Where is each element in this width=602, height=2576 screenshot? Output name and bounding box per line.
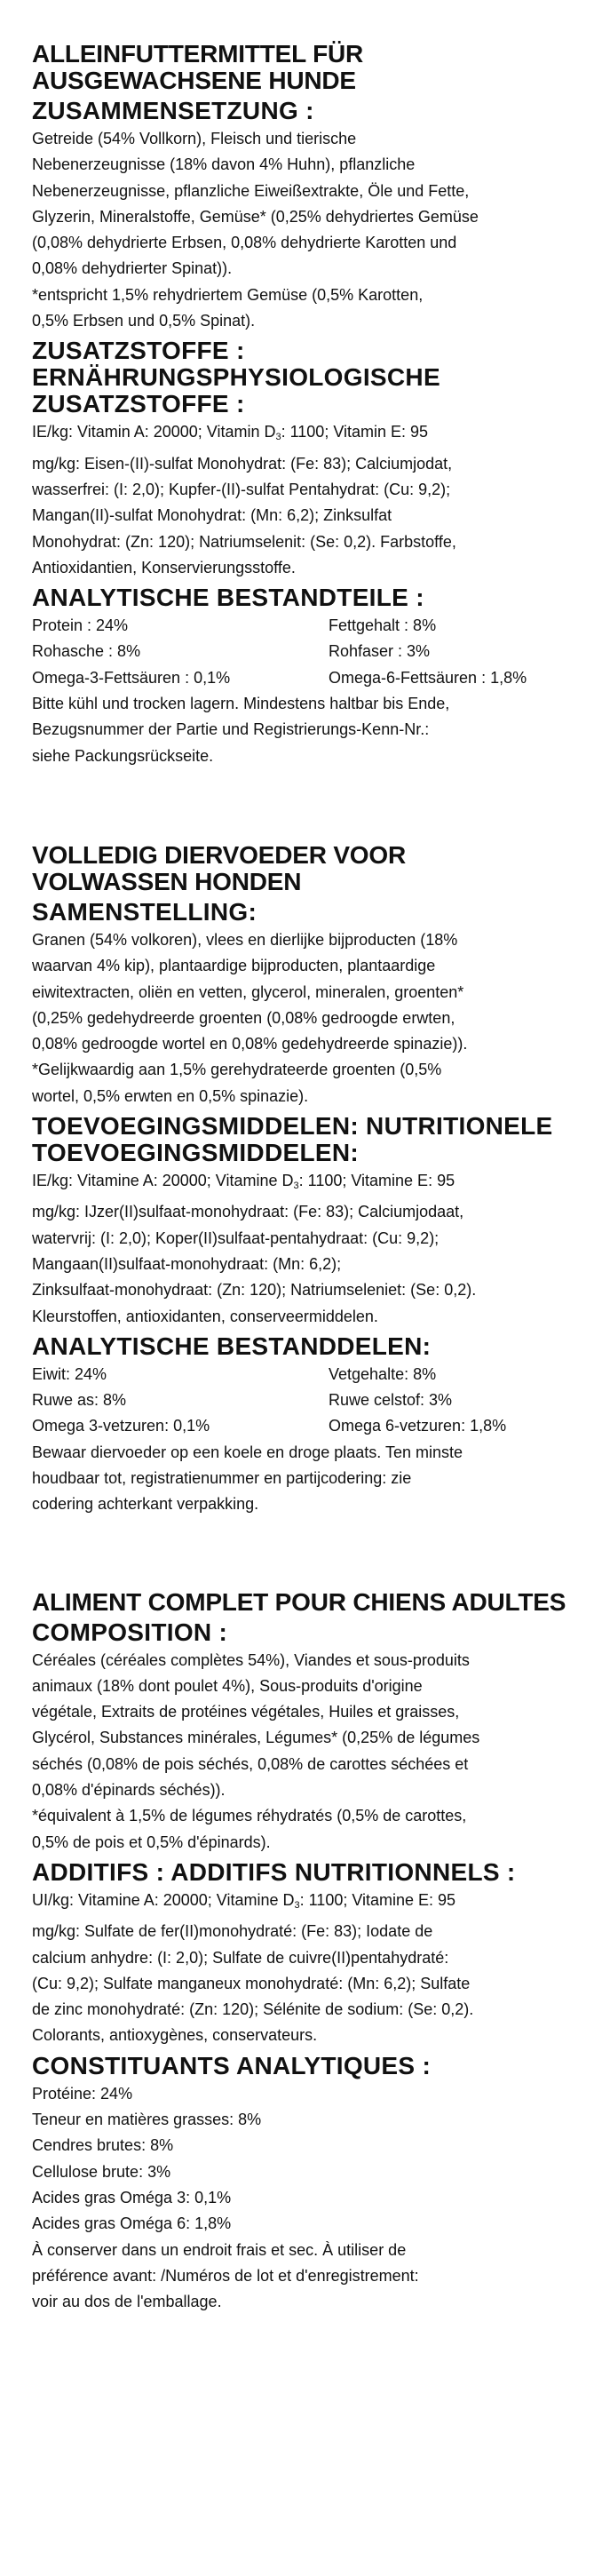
de-title-line: ALLEINFUTTERMITTEL FÜR xyxy=(32,40,364,68)
fr-composition-note: *équivalent à 1,5% de légumes réhydratés (0,5% de carottes, 0,5% de pois et 0,5% d'épinards). xyxy=(32,1807,467,1851)
nl-analytical-cell: Omega 6-vetzuren: 1,8% xyxy=(329,1417,507,1435)
section-dutch xyxy=(32,842,570,1518)
de-additives-line1-a: IE/kg: Vitamin A: 20000; Vitamin D xyxy=(32,423,276,441)
de-analytical-cell: Fettgehalt : 8% xyxy=(329,616,437,635)
vitamin-d-subscript: 3 xyxy=(294,1899,300,1911)
de-analytical-cell: Rohfaser : 3% xyxy=(329,642,431,661)
de-additives-text: mg/kg: Eisen-(II)-sulfat Monohydrat: (Fe: 83); Calciumjodat, wasserfrei: (I: 2,0); Kupfer-(II)-sulfat Pentahydrat: (Cu: 9,2); Mangan(II)-sulfat Monohydrat: (Mn: 6,2); Zinksulfat Monohydrat: (Zn: 120); Natriumselenit: (Se: 0,2). Farbstoffe, Antioxidantien, Konservierungsstoffe. xyxy=(32,454,456,576)
de-composition-text: Getreide (54% Vollkorn), Fleisch und tierische Nebenerzeugnisse (18% davon 4% Huhn), pflanzliche Nebenerzeugnisse, pflanzliche Eiweißextrakte, Öle und Fette, Glyzerin, Mineralstoffe, Gemüse* (0,25% dehydriertes Gemüse (0,08% dehydrierte Erbsen, 0,08% dehydrierte Karotten und 0,08% dehydrierter Spinat)). xyxy=(32,130,479,278)
de-analytical-cell: Protein : 24% xyxy=(32,616,129,635)
de-analytical-heading: ANALYTISCHE BESTANDTEILE : xyxy=(32,584,424,612)
de-additives-line1-b: : 1100; Vitamin E: 95 xyxy=(281,423,429,441)
nl-analytical-cell: Eiwit: 24% xyxy=(32,1364,107,1383)
nl-composition-note: *Gelijkwaardig aan 1,5% gerehydrateerde groenten (0,5% wortel, 0,5% erwten en 0,5% spinazie). xyxy=(32,1061,442,1105)
fr-additives-line1-b: : 1100; Vitamine E: 95 xyxy=(299,1890,456,1909)
de-analytical-cell: Omega-6-Fettsäuren : 1,8% xyxy=(329,668,527,687)
fr-additives-line1-a: UI/kg: Vitamine A: 20000; Vitamine D xyxy=(32,1890,295,1909)
de-composition-note: *entspricht 1,5% rehydriertem Gemüse (0,5% Karotten, 0,5% Erbsen und 0,5% Spinat). xyxy=(32,285,424,330)
nl-title xyxy=(32,842,570,895)
de-additives-heading-line: ZUSATZSTOFFE : xyxy=(32,337,245,365)
vitamin-d-subscript: 3 xyxy=(293,1181,299,1192)
fr-title: ALIMENT COMPLET POUR CHIENS ADULTES xyxy=(32,1587,566,1616)
nl-additives-line1 xyxy=(32,1168,570,1199)
section-spacer xyxy=(32,1518,570,1589)
nl-additives-text: mg/kg: IJzer(II)sulfaat-monohydraat: (Fe: 83); Calciumjodaat, watervrij: (I: 2,0); Koper(II)sulfaat-pentahydraat: (Cu: 9,2); Mangaan(II)sulfaat-monohydraat: (Mn: 6,2); Zinksulfaat-monohydraat: (Zn: 120); Natriumseleniet: (Se: 0,2). Kleurstoffen, antioxidanten, conserveermiddelen. xyxy=(32,1203,477,1325)
fr-analytical-item: Teneur en matières grasses: 8% xyxy=(32,2111,262,2129)
de-additives-line1 xyxy=(32,419,570,450)
fr-composition-text: Céréales (céréales complètes 54%), Viandes et sous-produits animaux (18% dont poulet 4%), Sous-produits d'origine végétale, Extraits de protéines végétales, Huiles et graisses, Glycérol, Substances minérales, Légumes* (0,25% de légumes séchés (0,08% de pois séchés, 0,08% de carottes séchées et 0,08% d'épinards séchés)). xyxy=(32,1650,480,1800)
de-analytical-cell: Rohasche : 8% xyxy=(32,642,141,661)
de-analytical-cell: Omega-3-Fettsäuren : 0,1% xyxy=(32,668,231,687)
nl-additives-heading-line: TOEVOEGINGSMIDDELEN: NUTRITIONELE xyxy=(32,1112,553,1141)
nl-additives-heading xyxy=(32,1113,570,1166)
nl-analytical-cell: Vetgehalte: 8% xyxy=(329,1364,437,1383)
de-title-line: AUSGEWACHSENE HUNDE xyxy=(32,67,356,94)
nl-analytical-cell: Ruwe as: 8% xyxy=(32,1391,127,1410)
section-spacer xyxy=(32,769,570,842)
nl-analytical-cell: Omega 3-vetzuren: 0,1% xyxy=(32,1417,210,1435)
de-additives-heading-line: ZUSATZSTOFFE : xyxy=(32,390,245,418)
nl-analytical-heading: ANALYTISCHE BESTANDDELEN: xyxy=(32,1332,432,1360)
fr-analytical-item: Protéine: 24% xyxy=(32,2084,133,2103)
fr-analytical-item: Acides gras Oméga 3: 0,1% xyxy=(32,2188,232,2206)
fr-analytical-heading: CONSTITUANTS ANALYTIQUES : xyxy=(32,2051,432,2079)
nl-additives-line1-a: IE/kg: Vitamine A: 20000; Vitamine D xyxy=(32,1172,294,1190)
fr-additives-line1 xyxy=(32,1888,570,1919)
fr-additives-heading: ADDITIFS : ADDITIFS NUTRITIONNELS : xyxy=(32,1857,516,1886)
nl-title-line: VOLWASSEN HONDEN xyxy=(32,867,302,895)
fr-storage-text: À conserver dans un endroit frais et sec. À utiliser de préférence avant: /Numéros de lot et d'enregistrement: voir au dos de l'emballage. xyxy=(32,2240,419,2311)
fr-analytical-item: Cendres brutes: 8% xyxy=(32,2136,174,2155)
nl-additives-line1-b: : 1100; Vitamine E: 95 xyxy=(298,1172,455,1190)
fr-additives-text: mg/kg: Sulfate de fer(II)monohydraté: (Fe: 83); Iodate de calcium anhydre: (I: 2,0); Sulfate de cuivre(II)pentahydraté: (Cu: 9,2); Sulfate manganeux monohydraté: (Mn: 6,2); Sulfate de zinc monohydraté: (Zn: 120); Sélénite de sodium: (Se: 0,2). Colorants, antioxygènes, conservateurs. xyxy=(32,1922,474,2045)
de-storage-text: Bitte kühl und trocken lagern. Mindestens haltbar bis Ende, Bezugsnummer der Partie und Registrierungs-Kenn-Nr.: siehe Packungsrückseite. xyxy=(32,695,450,765)
nl-storage-text: Bewaar diervoeder op een koele en droge plaats. Ten minste houdbaar tot, registratienummer en partijcodering: zie codering achterkant verpakking. xyxy=(32,1443,463,1514)
nl-title-line: VOLLEDIG DIERVOEDER VOOR xyxy=(32,840,406,869)
section-german xyxy=(32,41,570,769)
de-additives-heading-line: ERNÄHRUNGSPHYSIOLOGISCHE xyxy=(32,363,440,392)
fr-analytical-item: Cellulose brute: 3% xyxy=(32,2162,171,2181)
label-text xyxy=(32,41,570,2315)
vitamin-d-subscript: 3 xyxy=(275,432,281,443)
nl-composition-heading: SAMENSTELLING: xyxy=(32,897,257,926)
fr-analytical-item: Acides gras Oméga 6: 1,8% xyxy=(32,2214,232,2233)
fr-analytical-list xyxy=(32,2081,570,2238)
fr-composition-heading: COMPOSITION : xyxy=(32,1618,228,1646)
nl-additives-heading-line: TOEVOEGINGSMIDDELEN: xyxy=(32,1139,359,1167)
de-title xyxy=(32,41,570,94)
de-additives-heading xyxy=(32,338,570,417)
nl-analytical-cell: Ruwe celstof: 3% xyxy=(329,1391,453,1410)
de-composition-heading: ZUSAMMENSETZUNG : xyxy=(32,97,314,124)
de-analytical-table xyxy=(32,613,570,691)
nl-composition-text: Granen (54% volkoren), vlees en dierlijke bijproducten (18% waarvan 4% kip), plantaardige bijproducten, plantaardige eiwitextracten, oliën en vetten, glycerol, mineralen, groenten* (0,25% gedehydreerde groenten (0,08% gedroogde erwten, 0,08% gedroogde wortel en 0,08% gedehydreerde spinazie)). xyxy=(32,930,468,1053)
nl-analytical-table xyxy=(32,1362,570,1440)
section-french xyxy=(32,1589,570,2316)
